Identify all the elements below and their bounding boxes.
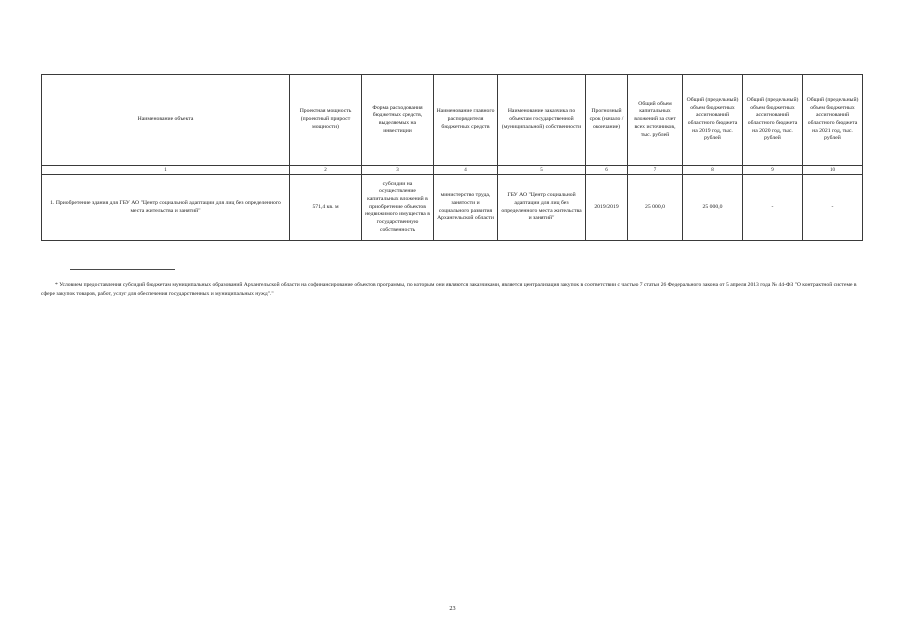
- header-cell-budget-2019: Общий (предельный) объем бюджетных ассигнований областного бюджета на 2019 год, тыс. рублей: [683, 75, 743, 166]
- column-number: 4: [434, 166, 498, 175]
- column-number: 3: [362, 166, 434, 175]
- header-cell-term: Прогнозный срок (начало / окончание): [586, 75, 628, 166]
- footnote-text: * Условием предоставления субсидий бюджетам муниципальных образований Архангельской области на софинансирование объектов программы, по которым они являются заказчиками, является централизация закупок в соответствии с частью 7 статьи 26 Федерального закона от 5 апреля 2013 года № 44-ФЗ "О контрактной системе в сфере закупок товаров, работ, услуг для обеспечения государственных и муниципальных нужд".": [41, 282, 857, 297]
- header-cell-customer: Наименование заказчика по объектам государственной (муниципальной) собственности: [498, 75, 586, 166]
- cell-term: 2019/2019: [586, 175, 628, 241]
- cell-budget-2021: -: [803, 175, 863, 241]
- cell-total-investment: 25 000,0: [628, 175, 683, 241]
- column-number: 2: [290, 166, 362, 175]
- page-number: 23: [449, 605, 456, 612]
- column-number: 10: [803, 166, 863, 175]
- investment-table: [41, 74, 863, 241]
- column-number: 7: [628, 166, 683, 175]
- cell-capacity: 571,4 кв. м: [290, 175, 362, 241]
- header-cell-total-investment: Общий объем капитальных вложений за счет всех источников, тыс. рублей: [628, 75, 683, 166]
- header-cell-capacity: Проектная мощность (проектный прирост мощности): [290, 75, 362, 166]
- table-row: [42, 175, 863, 241]
- column-number: 1: [42, 166, 290, 175]
- header-cell-spending-form: Форма расходования бюджетных средств, выделяемых на инвестиции: [362, 75, 434, 166]
- table-header-row: [42, 75, 863, 166]
- cell-spending-form: субсидии на осуществление капитальных вложений в приобретение объектов недвижимого имущества в государственную собственность: [362, 175, 434, 241]
- column-number: 9: [743, 166, 803, 175]
- column-number: 5: [498, 166, 586, 175]
- column-number-row: [42, 166, 863, 175]
- cell-budget-manager: министерство труда, занятости и социального развития Архангельской области: [434, 175, 498, 241]
- cell-budget-2020: -: [743, 175, 803, 241]
- column-number: 8: [683, 166, 743, 175]
- column-number: 6: [586, 166, 628, 175]
- header-cell-budget-2021: Общий (предельный) объем бюджетных ассигнований областного бюджета на 2021 год, тыс. рублей: [803, 75, 863, 166]
- header-cell-budget-2020: Общий (предельный) объем бюджетных ассигнований областного бюджета на 2020 год, тыс. рублей: [743, 75, 803, 166]
- footnote-divider: [70, 269, 175, 270]
- header-cell-object-name: Наименование объекта: [42, 75, 290, 166]
- cell-budget-2019: 25 000,0: [683, 175, 743, 241]
- cell-customer: ГБУ АО "Центр социальной адаптации для лиц без определенного места жительства и занятий": [498, 175, 586, 241]
- cell-object-name: 1. Приобретение здания для ГБУ АО "Центр социальной адаптации для лиц без определенного места жительства и занятий": [42, 175, 290, 241]
- header-cell-budget-manager: Наименование главного распорядителя бюджетных средств: [434, 75, 498, 166]
